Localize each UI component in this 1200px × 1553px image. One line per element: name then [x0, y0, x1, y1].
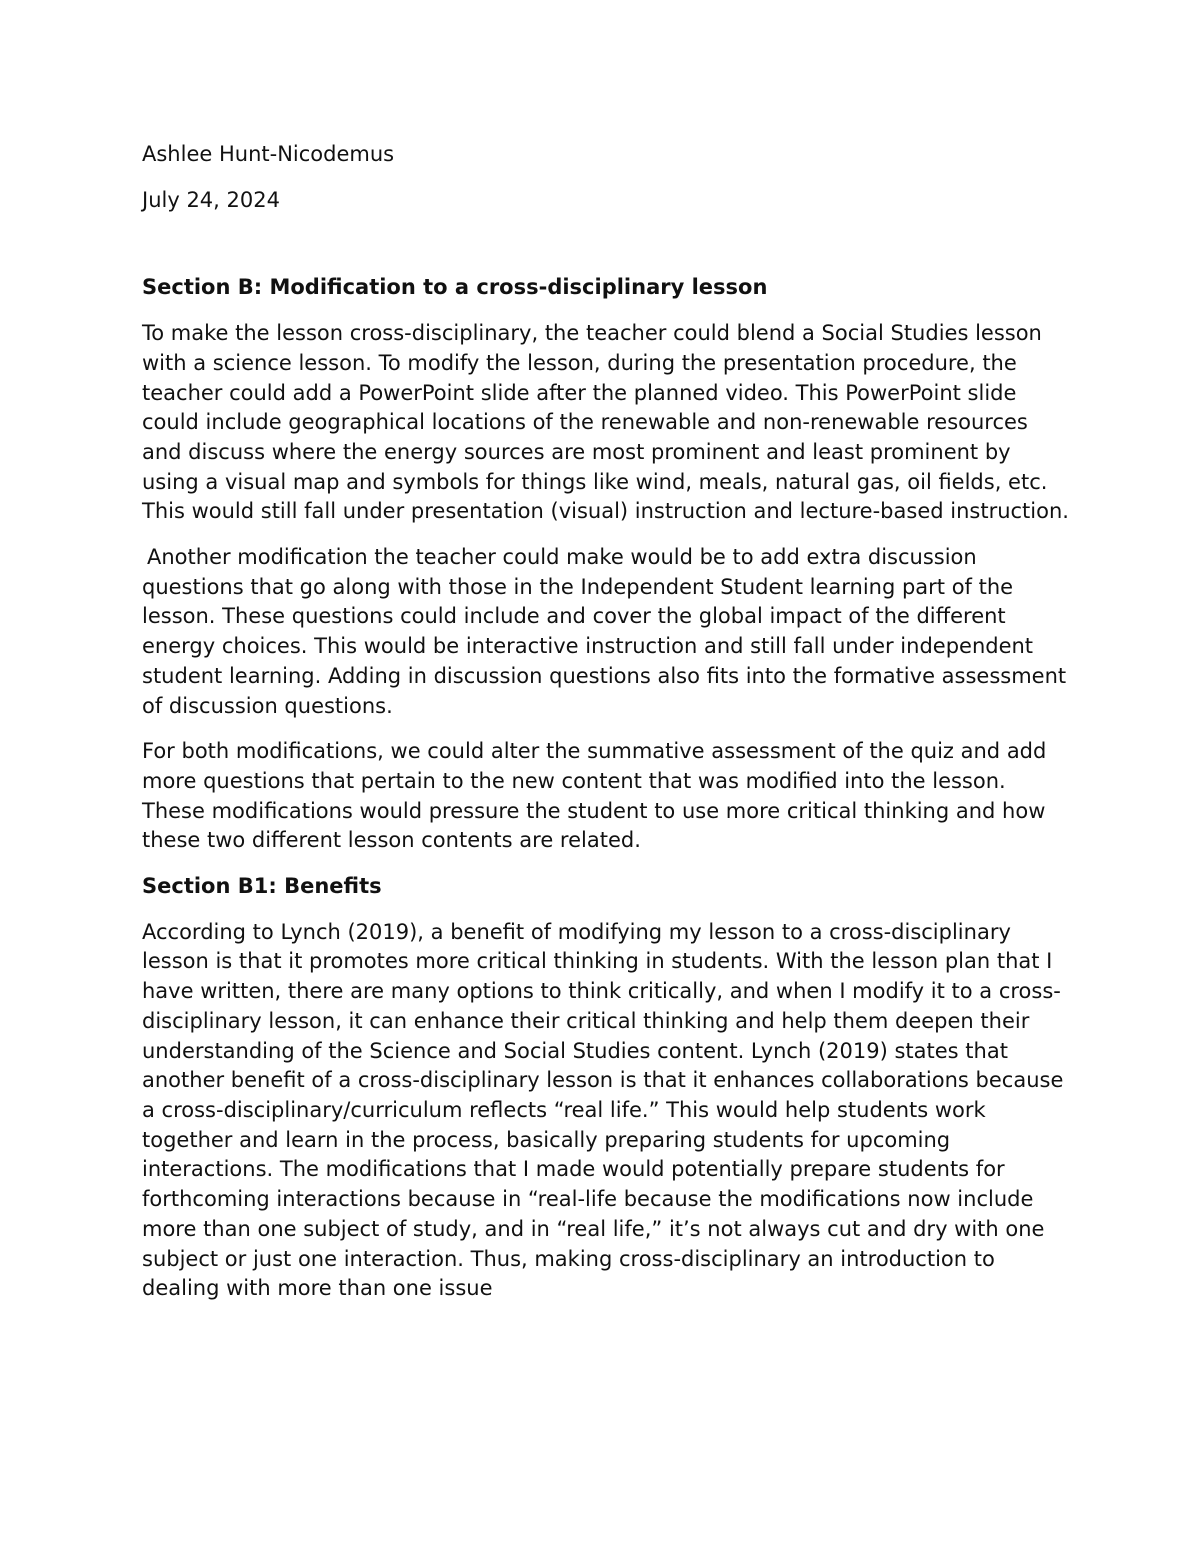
section-b1-paragraph-1: According to Lynch (2019), a benefit of modifying my lesson to a cross-disciplinary lesson is that it promotes more critical thinking in students. With the lesson plan that I have written, there are many options to think critically, and when I modify it to a cross-disciplinary lesson, it can enhance their critical thinking and help them deepen their understanding of the Science and Social Studies content. Lynch (2019) states that another benefit of a cross-disciplinary lesson is that it enhances collaborations because a cross-disciplinary/curriculum reflects “real life.” This would help students work together and learn in the process, basically preparing students for upcoming interactions. The modifications that I made would potentially prepare students for forthcoming interactions because in “real-life because the modifications now include more than one subject of study, and in “real life,” it’s not always cut and dry with one subject or just one interaction. Thus, making cross-disciplinary an introduction to dealing with more than one issue — [142, 919, 1064, 1301]
section-b-heading: Section B: Modification to a cross-disciplinary lesson — [142, 275, 768, 300]
document-date: July 24, 2024 — [142, 187, 280, 212]
section-b-paragraph-2: Another modification the teacher could make would be to add extra discussion questions that go along with those in the Independent Student learning part of the lesson. These questions could include and cover the global impact of the different energy choices. This would be interactive instruction and still fall under independent student learning. Adding in discussion questions also fits into the formative assessment of discussion questions. — [142, 545, 1067, 718]
document-body — [142, 140, 1072, 1320]
section-b-paragraph-1: To make the lesson cross-disciplinary, the teacher could blend a Social Studies lesson with a science lesson. To modify the lesson, during the presentation procedure, the teacher could add a PowerPoint slide after the planned video. This PowerPoint slide could include geographical locations of the renewable and non-renewable resources and discuss where the energy sources are most prominent and least prominent by using a visual map and symbols for things like wind, meals, natural gas, oil fields, etc. This would still fall under presentation (visual) instruction and lecture-based instruction. — [142, 321, 1069, 524]
section-b1-heading: Section B1: Benefits — [142, 874, 382, 899]
section-b-paragraph-3: For both modifications, we could alter the summative assessment of the quiz and add more questions that pertain to the new content that was modified into the lesson. These modifications would pressure the student to use more critical thinking and how these two different lesson contents are related. — [142, 739, 1047, 853]
author-name: Ashlee Hunt-Nicodemus — [142, 142, 395, 166]
